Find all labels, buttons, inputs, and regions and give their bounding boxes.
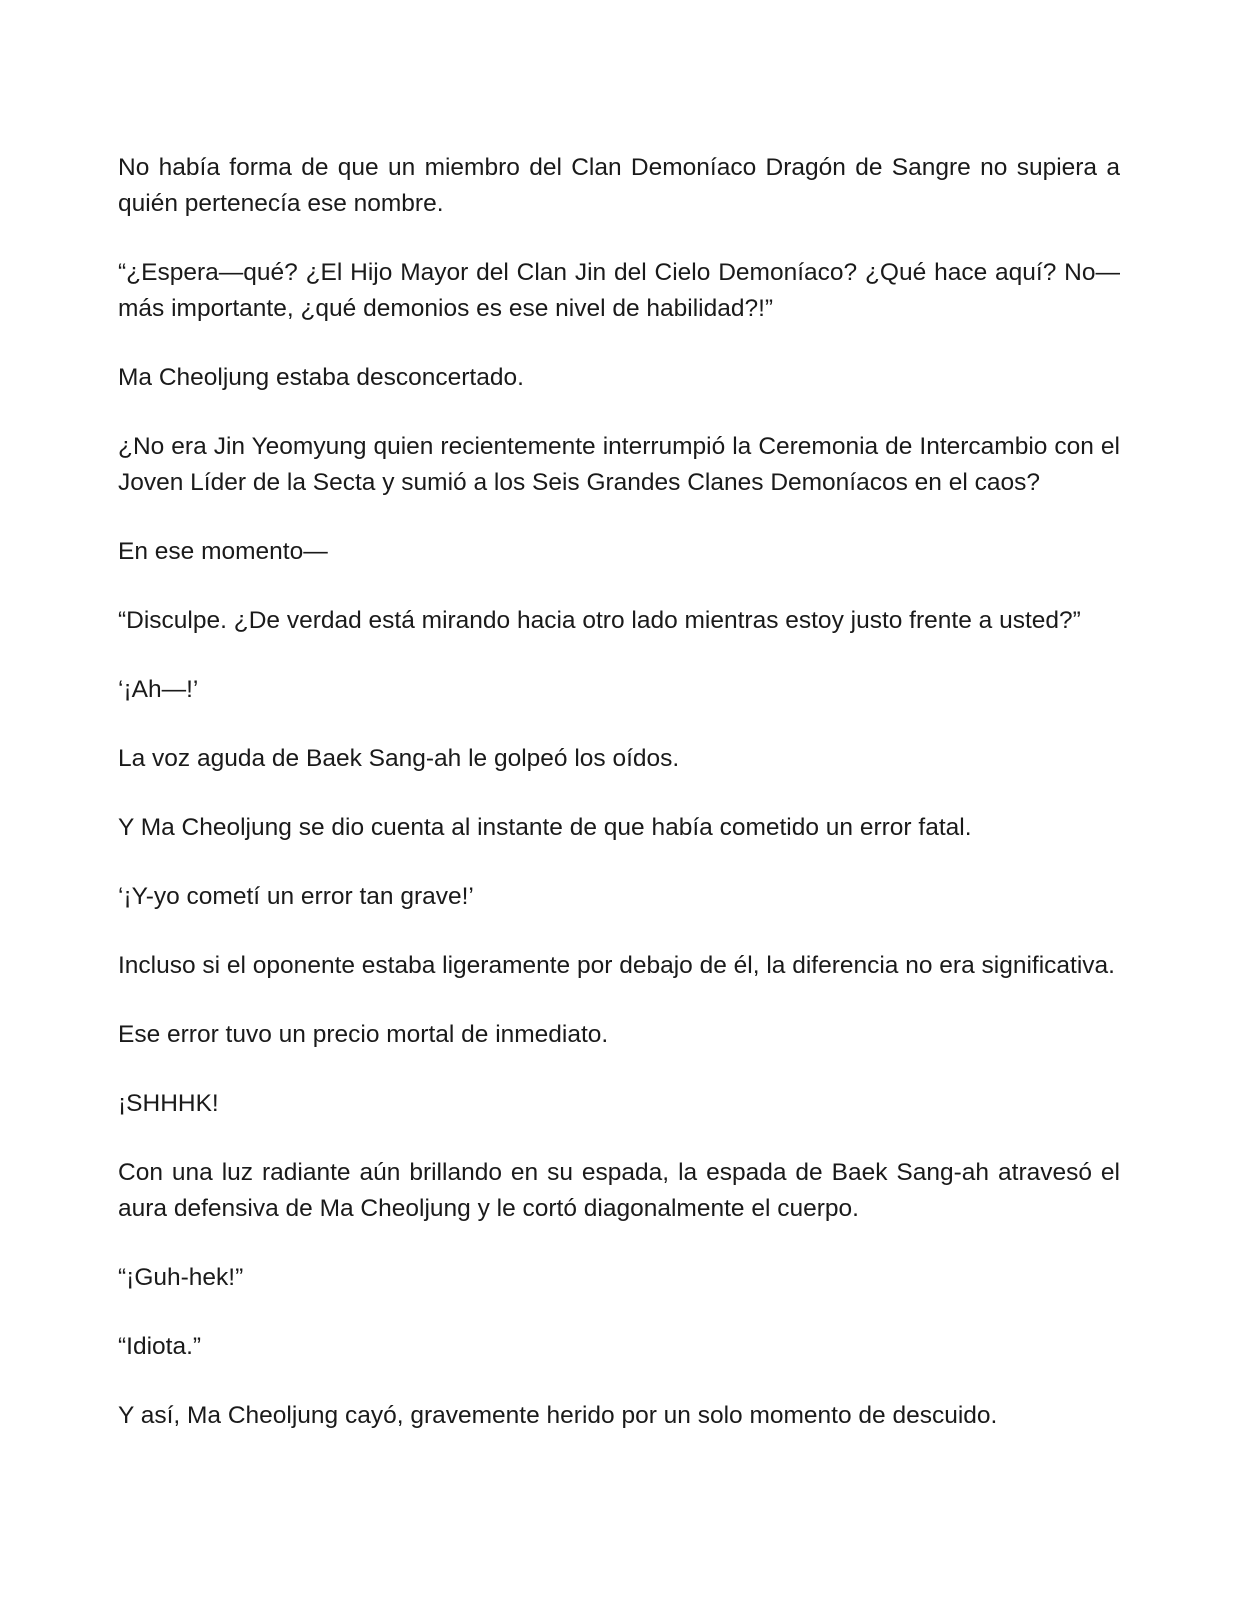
paragraph: La voz aguda de Baek Sang-ah le golpeó los oídos.: [118, 745, 680, 772]
paragraph: Y Ma Cheoljung se dio cuenta al instante de que había cometido un error fatal.: [118, 814, 972, 841]
paragraph: ¿No era Jin Yeomyung quien recientemente interrumpió la Ceremonia de Intercambio con el Joven Líder de la Secta y sumió a los Seis Grandes Clanes Demoníacos en el caos?: [118, 433, 1120, 496]
document-body: [118, 150, 1120, 1467]
paragraph: Con una luz radiante aún brillando en su espada, la espada de Baek Sang-ah atravesó el aura defensiva de Ma Cheoljung y le cortó diagonalmente el cuerpo.: [118, 1159, 1120, 1222]
paragraph: “¡Guh-hek!”: [118, 1264, 244, 1291]
paragraph: ¡SHHHK!: [118, 1090, 219, 1117]
paragraph: Ma Cheoljung estaba desconcertado.: [118, 364, 524, 391]
paragraph: “Idiota.”: [118, 1333, 202, 1360]
paragraph: ‘¡Ah—!’: [118, 676, 199, 703]
paragraph: Ese error tuvo un precio mortal de inmediato.: [118, 1021, 609, 1048]
paragraph: Y así, Ma Cheoljung cayó, gravemente herido por un solo momento de descuido.: [118, 1402, 998, 1429]
paragraph: “Disculpe. ¿De verdad está mirando hacia otro lado mientras estoy justo frente a usted?”: [118, 607, 1081, 634]
paragraph: ‘¡Y-yo cometí un error tan grave!’: [118, 883, 474, 910]
paragraph: En ese momento—: [118, 538, 328, 565]
paragraph: “¿Espera—qué? ¿El Hijo Mayor del Clan Jin del Cielo Demoníaco? ¿Qué hace aquí? No—más importante, ¿qué demonios es ese nivel de habilidad?!”: [118, 259, 1120, 322]
paragraph: No había forma de que un miembro del Clan Demoníaco Dragón de Sangre no supiera a quién pertenecía ese nombre.: [118, 154, 1120, 217]
paragraph: Incluso si el oponente estaba ligeramente por debajo de él, la diferencia no era significativa.: [118, 952, 1115, 979]
